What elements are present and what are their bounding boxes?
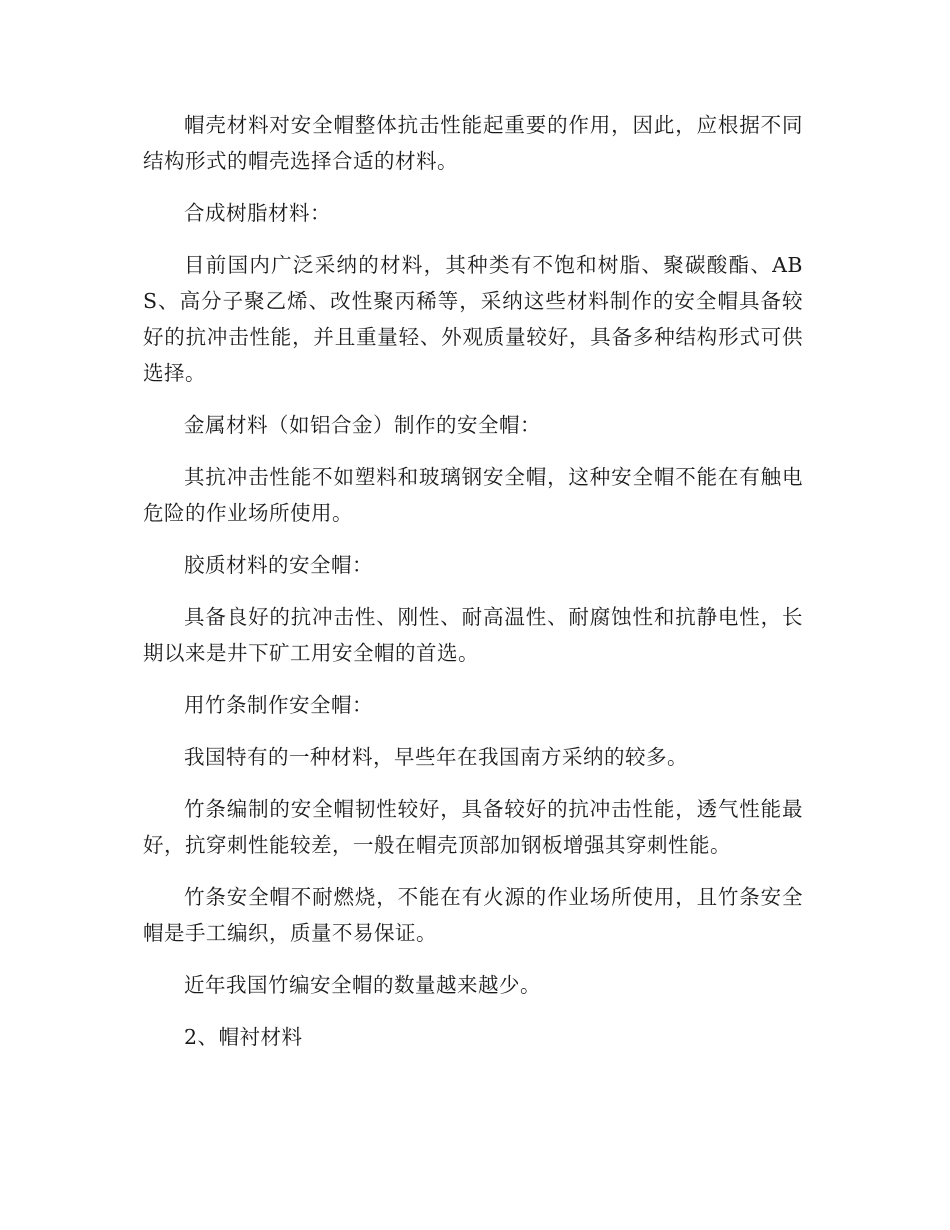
paragraph-synthetic-resin: 目前国内广泛采纳的材料，其种类有不饱和树脂、聚碳酸酯、ABS、高分子聚乙烯、改性聚丙稀等，采纳这些材料制作的安全帽具备较好的抗冲击性能，并且重量轻、外观质量较好，具备多种结构形式可供选择。 bbox=[143, 253, 803, 385]
paragraph-bamboo-properties: 竹条编制的安全帽韧性较好，具备较好的抗冲击性能，透气性能最好，抗穿刺性能较差，一般在帽壳顶部加钢板增强其穿刺性能。 bbox=[143, 797, 803, 857]
heading-bamboo-helmet: 用竹条制作安全帽： bbox=[184, 693, 373, 717]
document-body bbox=[143, 107, 803, 1071]
heading-metal-helmet: 金属材料（如铝合金）制作的安全帽： bbox=[184, 413, 541, 437]
paragraph-rubber-helmet: 具备良好的抗冲击性、刚性、耐高温性、耐腐蚀性和抗静电性，长期以来是井下矿工用安全帽的首选。 bbox=[143, 605, 803, 665]
paragraph-bamboo-decline: 近年我国竹编安全帽的数量越来越少。 bbox=[184, 973, 541, 997]
paragraph-bamboo-limitations: 竹条安全帽不耐燃烧，不能在有火源的作业场所使用，且竹条安全帽是手工编织，质量不易保证。 bbox=[143, 885, 803, 945]
heading-synthetic-resin: 合成树脂材料： bbox=[184, 201, 331, 225]
heading-rubber-helmet: 胶质材料的安全帽： bbox=[184, 553, 373, 577]
paragraph-bamboo-origin: 我国特有的一种材料，早些年在我国南方采纳的较多。 bbox=[184, 745, 688, 769]
heading-liner-material: 2、帽衬材料 bbox=[184, 1025, 303, 1049]
paragraph-shell-material-intro: 帽壳材料对安全帽整体抗击性能起重要的作用，因此，应根据不同结构形式的帽壳选择合适的材料。 bbox=[143, 113, 803, 173]
paragraph-metal-helmet: 其抗冲击性能不如塑料和玻璃钢安全帽，这种安全帽不能在有触电危险的作业场所使用。 bbox=[143, 465, 803, 525]
